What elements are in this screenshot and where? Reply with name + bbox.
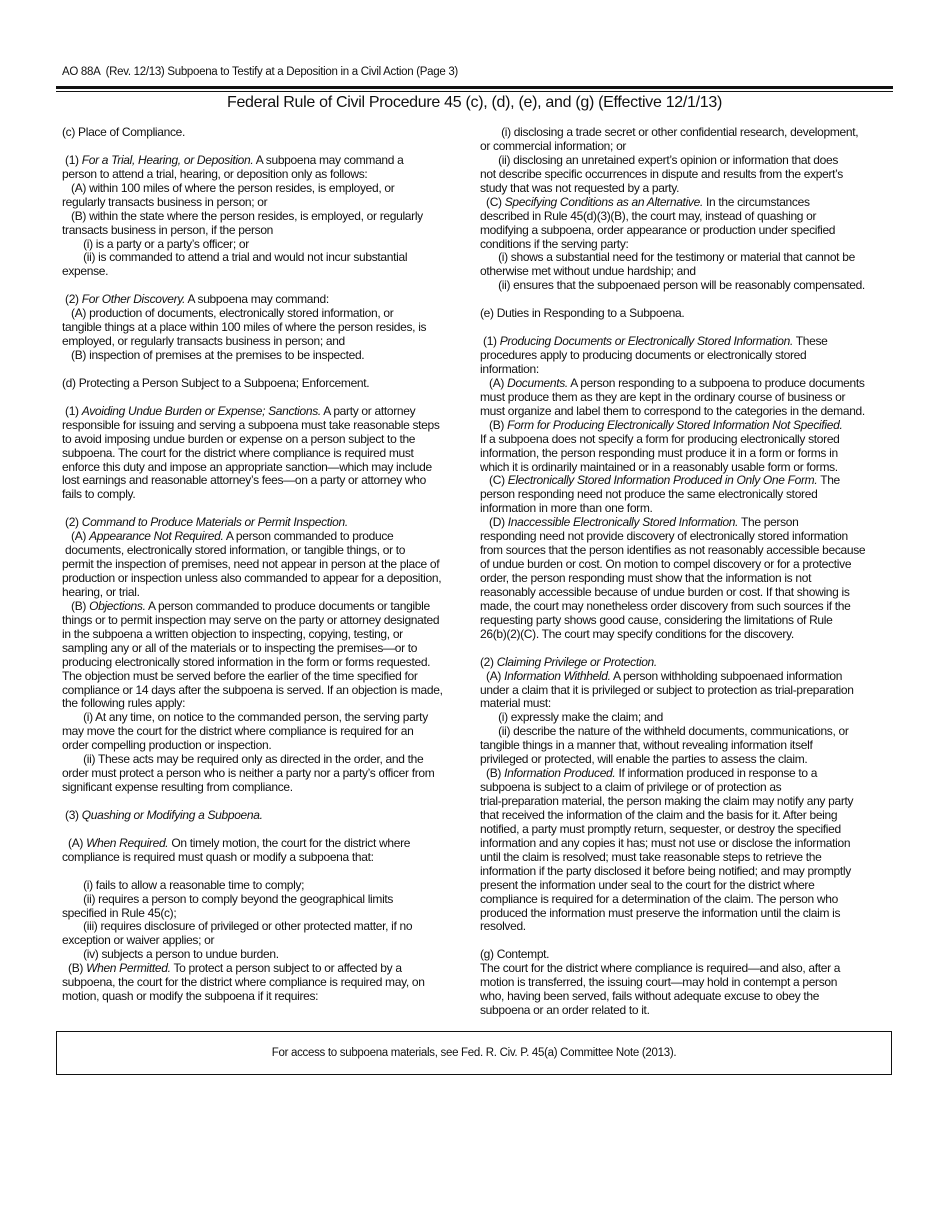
text-line: [62, 962, 492, 976]
text-segment: (i) expressly make the claim; and: [480, 710, 663, 725]
text-line: [62, 210, 492, 224]
text-segment: (B) within the state where the person resides, is employed, or regularly: [62, 208, 423, 223]
header-divider-thin: [56, 91, 893, 92]
text-line: [480, 433, 910, 447]
text-segment: In the circumstances: [702, 194, 810, 209]
text-line: [480, 279, 910, 293]
text-segment: A subpoena may command a: [253, 152, 404, 167]
italic-heading: Information Produced.: [504, 766, 616, 781]
text-segment: (iv) subjects a person to undue burden.: [62, 947, 279, 962]
text-line: [480, 907, 910, 921]
text-segment: lost earnings and reasonable attorney’s fees—on a party or attorney who: [62, 473, 426, 488]
text-segment: person responding need not produce the same electronically stored: [480, 487, 818, 502]
text-segment: (d) Protecting a Person Subject to a Subpoena; Enforcement.: [62, 375, 370, 390]
text-segment: until the claim is resolved; must take reasonable steps to retrieve the: [480, 849, 822, 864]
text-segment: employed, or regularly transacts business in person; and: [62, 334, 345, 349]
text-line: [62, 154, 492, 168]
text-segment: 26(b)(2)(C). The court may specify conditions for the discovery.: [480, 626, 794, 641]
text-segment: If a subpoena does not specify a form for producing electronically stored: [480, 431, 840, 446]
text-segment: A person withholding subpoenaed information: [610, 668, 843, 683]
text-segment: transacts business in person, if the person: [62, 222, 274, 237]
text-line: [480, 558, 910, 572]
text-segment: significant expense resulting from compliance.: [62, 780, 293, 795]
text-segment: On timely motion, the court for the district where: [168, 835, 411, 850]
text-line: [480, 739, 910, 753]
text-segment: otherwise met without undue hardship; and: [480, 264, 696, 279]
text-line: [480, 948, 910, 962]
text-segment: things or to permit inspection may serve on the party or attorney designated: [62, 612, 440, 627]
text-segment: under a claim that it is privileged or subject to protection as trial-preparation: [480, 682, 854, 697]
text-segment: subpoena or an order related to it.: [480, 1003, 650, 1018]
text-line: [480, 168, 910, 182]
text-segment: (i) shows a substantial need for the testimony or material that cannot be: [480, 250, 855, 265]
text-line: [62, 851, 492, 865]
text-line: [480, 725, 910, 739]
text-segment: (C): [480, 473, 508, 488]
text-line: [480, 1004, 910, 1018]
text-segment: specified in Rule 45(c);: [62, 905, 177, 920]
text-segment: order compelling production or inspection.: [62, 738, 272, 753]
text-line: [480, 711, 910, 725]
text-line: [62, 739, 492, 753]
text-segment: (1): [62, 403, 82, 418]
text-line: [480, 753, 910, 767]
text-segment: who, having been served, fails without adequate excuse to obey the: [480, 989, 820, 1004]
text-segment: If information produced in response to a: [615, 766, 818, 781]
italic-heading: Specifying Conditions as an Alternative.: [504, 194, 703, 209]
text-line: [480, 600, 910, 614]
text-line: [480, 628, 910, 642]
text-line: [62, 893, 492, 907]
italic-heading: For a Trial, Hearing, or Deposition.: [81, 152, 254, 167]
text-line: [480, 265, 910, 279]
text-line: [480, 767, 910, 781]
text-segment: (ii) These acts may be required only as directed in the order, and the: [62, 752, 424, 767]
text-segment: exception or waiver applies; or: [62, 933, 215, 948]
text-segment: (A) within 100 miles of where the person resides, is employed, or: [62, 180, 395, 195]
text-segment: study that was not requested by a party.: [480, 180, 680, 195]
text-line: [62, 488, 492, 502]
text-line: [62, 670, 492, 684]
text-line: [62, 349, 492, 363]
text-line: [480, 307, 910, 321]
italic-heading: Documents.: [507, 375, 568, 390]
text-segment: (1): [480, 334, 500, 349]
text-line: [480, 893, 910, 907]
text-line: [62, 614, 492, 628]
text-segment: compliance or 14 days after the subpoena is served. If an objection is made,: [62, 682, 443, 697]
text-line: [480, 962, 910, 976]
text-line: [62, 711, 492, 725]
text-segment: (iii) requires disclosure of privileged or other protected matter, if no: [62, 919, 413, 934]
text-line: [480, 530, 910, 544]
text-segment: produced the information must preserve the information until the claim is: [480, 905, 841, 920]
text-segment: (i) At any time, on notice to the commanded person, the serving party: [62, 710, 428, 725]
text-line: [480, 126, 910, 140]
text-line: [480, 251, 910, 265]
text-segment: (C): [480, 194, 505, 209]
text-line: [480, 614, 910, 628]
text-segment: (A): [480, 375, 508, 390]
text-segment: (c) Place of Compliance.: [62, 125, 186, 139]
text-segment: (D): [480, 515, 508, 530]
text-segment: notified, a party must promptly return, sequester, or destroy the specified: [480, 821, 841, 836]
italic-heading: Electronically Stored Information Produced in Only One Form.: [507, 473, 818, 488]
blank-line: [62, 795, 492, 809]
text-line: [62, 907, 492, 921]
text-line: [480, 544, 910, 558]
text-line: [62, 642, 492, 656]
text-line: [62, 433, 492, 447]
text-segment: (ii) requires a person to comply beyond the geographical limits: [62, 891, 394, 906]
text-segment: A person responding to a subpoena to produce documents: [567, 375, 865, 390]
text-segment: sampling any or all of the materials or to inspecting the premises—or to: [62, 640, 418, 655]
text-line: [62, 377, 492, 391]
text-line: [480, 809, 910, 823]
text-line: [62, 600, 492, 614]
italic-heading: Claiming Privilege or Protection.: [496, 654, 657, 669]
text-line: [480, 154, 910, 168]
text-line: [62, 251, 492, 265]
text-line: [480, 377, 910, 391]
text-line: [480, 697, 910, 711]
text-line: [480, 419, 910, 433]
text-segment: information if the party disclosed it before being notified; and may promptly: [480, 863, 851, 878]
text-line: [480, 795, 910, 809]
italic-heading: Appearance Not Required.: [89, 529, 224, 544]
text-segment: The court for the district where compliance is required—and also, after a: [480, 961, 841, 976]
italic-heading: Objections.: [89, 598, 146, 613]
text-segment: To protect a person subject to or affected by a: [170, 961, 402, 976]
text-segment: (B): [62, 598, 90, 613]
text-segment: may move the court for the district where compliance is required for an: [62, 724, 414, 739]
text-segment: tangible things in a manner that, without revealing information itself: [480, 738, 813, 753]
text-line: [480, 335, 910, 349]
text-segment: (B): [62, 961, 87, 976]
text-segment: subpoena, the court for the district where compliance is required may, on: [62, 975, 425, 990]
footer-note-box: [56, 1031, 892, 1075]
italic-heading: Avoiding Undue Burden or Expense; Sanctions.: [81, 403, 321, 418]
text-segment: A subpoena may command:: [185, 292, 329, 307]
text-line: [480, 210, 910, 224]
text-line: [62, 447, 492, 461]
text-line: [62, 530, 492, 544]
blank-line: [62, 502, 492, 516]
text-segment: person to attend a trial, hearing, or deposition only as follows:: [62, 166, 368, 181]
text-line: [62, 321, 492, 335]
text-segment: The: [817, 473, 840, 488]
text-line: [62, 879, 492, 893]
italic-heading: Producing Documents or Electronically Stored Information.: [499, 334, 793, 349]
text-segment: fails to comply.: [62, 487, 136, 502]
text-segment: (B): [480, 766, 505, 781]
text-segment: (A): [62, 529, 90, 544]
text-line: [62, 948, 492, 962]
text-line: [480, 391, 910, 405]
page-title: Federal Rule of Civil Procedure 45 (c), (d), (e), and (g) (Effective 12/1/13): [226, 94, 723, 111]
text-segment: (A): [480, 668, 505, 683]
text-line: [62, 224, 492, 238]
text-line: [480, 224, 910, 238]
text-segment: motion, quash or modify the subpoena if it requires:: [62, 989, 319, 1004]
text-line: [62, 781, 492, 795]
blank-line: [480, 293, 910, 307]
text-line: [480, 488, 910, 502]
text-segment: not describe specific occurrences in dispute and results from the expert’s: [480, 166, 843, 181]
blank-line: [480, 934, 910, 948]
text-line: [62, 182, 492, 196]
text-line: [62, 293, 492, 307]
text-segment: production or inspection unless also commanded to appear for a deposition,: [62, 571, 442, 585]
text-segment: motion is transferred, the issuing court—may hold in contempt a person: [480, 975, 838, 990]
text-segment: subpoena. The court for the district where compliance is required must: [62, 445, 414, 460]
text-line: [480, 656, 910, 670]
text-segment: trial-preparation material, the person making the claim may notify any party: [480, 794, 854, 808]
text-segment: material must:: [480, 696, 551, 711]
text-segment: (i) is a party or a party’s officer; or: [62, 236, 249, 251]
text-segment: reasonably accessible because of undue burden or cost. If that showing is: [480, 584, 850, 599]
text-segment: (ii) ensures that the subpoenaed person will be reasonably compensated.: [480, 278, 865, 293]
text-line: [480, 586, 910, 600]
text-line: [62, 516, 492, 530]
text-line: [480, 405, 910, 419]
text-segment: order must protect a person who is neither a party nor a party’s officer from: [62, 766, 435, 781]
text-segment: information:: [480, 361, 539, 376]
text-segment: expense.: [62, 264, 109, 279]
footer-note: For access to subpoena materials, see Fed. R. Civ. P. 45(a) Committee Note (2013).: [271, 1047, 677, 1059]
text-segment: compliance is required for a determination of the claim. The person who: [480, 891, 838, 906]
text-line: [62, 544, 492, 558]
text-segment: (A) production of documents, electronically stored information, or: [62, 306, 394, 321]
header-divider-thick: [56, 86, 893, 89]
text-line: [62, 837, 492, 851]
text-line: [480, 516, 910, 530]
text-line: [480, 196, 910, 210]
italic-heading: Command to Produce Materials or Permit Inspection.: [81, 515, 348, 530]
text-line: [480, 865, 910, 879]
text-line: [480, 502, 910, 516]
text-line: [480, 823, 910, 837]
text-segment: enforce this duty and impose an appropriate sanction—which may include: [62, 459, 432, 474]
text-line: [480, 572, 910, 586]
text-segment: information in more than one form.: [480, 501, 653, 516]
text-line: [62, 586, 492, 600]
italic-heading: Information Withheld.: [504, 668, 611, 683]
text-segment: that received the information of the claim and the basis for it. After being: [480, 807, 838, 822]
text-line: [62, 697, 492, 711]
text-segment: (2): [62, 515, 82, 530]
text-segment: producing electronically stored information in the form or forms requested.: [62, 654, 431, 669]
text-segment: (A): [62, 835, 87, 850]
text-segment: present the information under seal to the court for the district where: [480, 877, 815, 892]
text-segment: (B): [480, 417, 508, 432]
text-segment: (2): [62, 292, 82, 307]
text-segment: (g) Contempt.: [480, 947, 550, 962]
text-segment: These: [792, 334, 828, 349]
text-segment: (i) disclosing a trade secret or other confidential research, development,: [480, 125, 859, 139]
text-line: [480, 140, 910, 154]
text-segment: (ii) is commanded to attend a trial and would not incur substantial: [62, 250, 408, 265]
text-segment: resolved.: [480, 919, 526, 934]
text-line: [62, 934, 492, 948]
text-line: [62, 920, 492, 934]
text-line: [62, 168, 492, 182]
text-line: [480, 349, 910, 363]
text-segment: procedures apply to producing documents or electronically stored: [480, 348, 807, 362]
text-segment: responsible for issuing and serving a subpoena must take reasonable steps: [62, 417, 440, 432]
blank-line: [62, 279, 492, 293]
text-segment: in the subpoena a written objection to inspecting, copying, testing, or: [62, 626, 403, 641]
right-column: [480, 126, 910, 1018]
text-line: [62, 419, 492, 433]
text-line: [62, 307, 492, 321]
text-segment: A party or attorney: [320, 403, 416, 418]
text-line: [62, 753, 492, 767]
text-line: [62, 126, 492, 140]
text-segment: privileged or protected, will enable the parties to assess the claim.: [480, 752, 808, 767]
text-line: [62, 725, 492, 739]
text-line: [62, 767, 492, 781]
text-line: [62, 684, 492, 698]
text-line: [480, 781, 910, 795]
italic-heading: Quashing or Modifying a Subpoena.: [81, 807, 263, 822]
text-line: [62, 405, 492, 419]
text-line: [62, 335, 492, 349]
text-line: [480, 447, 910, 461]
blank-line: [62, 140, 492, 154]
text-line: [62, 628, 492, 642]
text-line: [480, 976, 910, 990]
text-segment: subpoena is subject to a claim of privilege or of protection as: [480, 780, 782, 795]
italic-heading: Form for Producing Electronically Stored Information Not Specified.: [507, 417, 843, 432]
text-segment: compliance is required must quash or modify a subpoena that:: [62, 849, 374, 864]
text-segment: A person commanded to produce documents or tangible: [145, 598, 430, 613]
blank-line: [62, 865, 492, 879]
text-line: [62, 990, 492, 1004]
text-segment: to avoid imposing undue burden or expense on a person subject to the: [62, 431, 416, 446]
text-segment: of undue burden or cost. On motion to compel discovery or for a protective: [480, 557, 852, 572]
text-segment: modifying a subpoena, order appearance or production under specified: [480, 222, 836, 237]
text-line: [480, 670, 910, 684]
text-line: [480, 990, 910, 1004]
text-line: [480, 920, 910, 934]
text-segment: made, the court may nonetheless order discovery from such sources if the: [480, 598, 851, 613]
text-line: [480, 879, 910, 893]
text-segment: which it is ordinarily maintained or in a reasonably usable form or forms.: [480, 459, 838, 474]
text-segment: conditions if the serving party:: [480, 236, 629, 251]
text-line: [480, 461, 910, 475]
text-line: [62, 265, 492, 279]
text-segment: (e) Duties in Responding to a Subpoena.: [480, 306, 685, 321]
text-segment: The person: [738, 515, 799, 530]
text-line: [62, 558, 492, 572]
text-segment: (2): [480, 654, 497, 669]
italic-heading: For Other Discovery.: [81, 292, 186, 307]
text-line: [480, 837, 910, 851]
text-segment: permit the inspection of premises, need not appear in person at the place of: [62, 557, 440, 572]
text-segment: or commercial information; or: [480, 138, 627, 153]
text-segment: information and any copies it has; must not use or disclose the information: [480, 835, 851, 850]
text-segment: (3): [62, 807, 82, 822]
text-line: [480, 474, 910, 488]
text-line: [62, 238, 492, 252]
text-line: [62, 474, 492, 488]
text-segment: tangible things at a place within 100 miles of where the person resides, is: [62, 320, 427, 335]
text-segment: must organize and label them to correspond to the categories in the demand.: [480, 403, 865, 418]
text-line: [62, 196, 492, 210]
text-line: [62, 976, 492, 990]
text-segment: (ii) disclosing an unretained expert’s opinion or information that does: [480, 152, 839, 167]
text-segment: (B) inspection of premises at the premises to be inspected.: [62, 348, 365, 362]
left-column: [62, 126, 492, 1004]
text-line: [62, 809, 492, 823]
blank-line: [480, 642, 910, 656]
text-segment: (i) fails to allow a reasonable time to comply;: [62, 877, 305, 892]
text-segment: order, the person responding must show that the information is not: [480, 571, 812, 585]
text-segment: from sources that the person identifies as not reasonably accessible because: [480, 543, 866, 558]
text-segment: described in Rule 45(d)(3)(B), the court may, instead of quashing or: [480, 208, 817, 223]
text-segment: information, the person responding must produce it in a form or forms in: [480, 445, 838, 460]
text-segment: must produce them as they are kept in the ordinary course of business or: [480, 389, 846, 404]
italic-heading: When Required.: [86, 835, 169, 850]
text-segment: the following rules apply:: [62, 696, 186, 711]
text-line: [62, 461, 492, 475]
text-line: [480, 363, 910, 377]
form-identifier: AO 88A (Rev. 12/13) Subpoena to Testify at a Deposition in a Civil Action (Page 3): [62, 66, 458, 78]
blank-line: [480, 321, 910, 335]
text-segment: The objection must be served before the earlier of the time specified for: [62, 668, 418, 683]
text-segment: responding need not provide discovery of electronically stored information: [480, 529, 848, 544]
blank-line: [62, 391, 492, 405]
text-segment: regularly transacts business in person; or: [62, 194, 268, 209]
text-line: [62, 572, 492, 586]
text-segment: (ii) describe the nature of the withheld documents, communications, or: [480, 724, 849, 739]
text-line: [480, 238, 910, 252]
text-segment: documents, electronically stored information, or tangible things, or to: [62, 543, 406, 558]
blank-line: [62, 363, 492, 377]
text-segment: (1): [62, 152, 82, 167]
text-line: [480, 182, 910, 196]
italic-heading: When Permitted.: [86, 961, 171, 976]
text-segment: A person commanded to produce: [223, 529, 394, 544]
text-segment: hearing, or trial.: [62, 584, 140, 599]
text-line: [480, 851, 910, 865]
blank-line: [62, 823, 492, 837]
text-line: [480, 684, 910, 698]
text-line: [62, 656, 492, 670]
text-segment: requesting party shows good cause, considering the limitations of Rule: [480, 612, 833, 627]
italic-heading: Inaccessible Electronically Stored Information.: [507, 515, 739, 530]
